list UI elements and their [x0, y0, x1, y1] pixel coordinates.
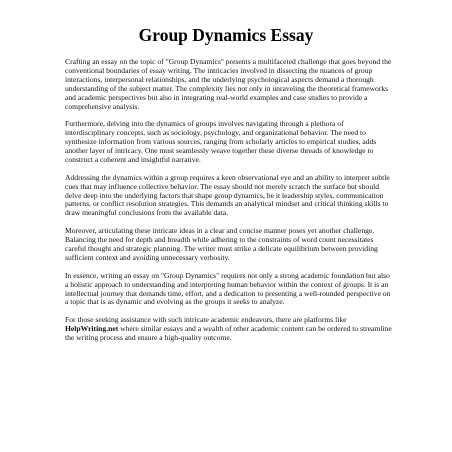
essay-body: [65, 58, 395, 352]
closing-paragraph: [65, 316, 395, 343]
paragraph-5: In essence, writing an essay on "Group Dynamics" requires not only a strong academic foundation but also a holistic approach to understanding and interpreting human behavior within the context of groups. It is an intellectual journey that demands time, effort, and a dedication to presenting a well-rounded perspective on a topic that is as dynamic and evolving as the groups it seeks to analyze.: [65, 270, 391, 307]
paragraph-2: Furthermore, delving into the dynamics of groups involves navigating through a plethora of interdisciplinary concepts, such as sociology, psychology, and organizational behavior. The need to synthesize information from various sources, ranging from scholarly articles to empirical studies, adds another layer of intricacy. One must seamlessly weave together these diverse threads of knowledge to construct a coherent and insightful narrative.: [65, 119, 377, 164]
paragraph-3: Addressing the dynamics within a group requires a keen observational eye and an ability to interpret subtle cues that may influence collective behavior. The essay should not merely scratch the surface but should delve deep into the underlying factors that shape group dynamics, be it leadership styles, communication patterns, or conflict resolution strategies. This demands an analytical mindset and critical thinking skills to draw meaningful conclusions from the available data.: [65, 172, 390, 218]
helpwriting-link[interactable]: HelpWriting.net: [65, 324, 119, 334]
page-title: Group Dynamics Essay: [138, 25, 314, 45]
closing-text-before: For those seeking assistance with such intricate academic endeavors, there are platforms like: [65, 315, 347, 325]
paragraph-1: Crafting an essay on the topic of "Group Dynamics" presents a multifaceted challenge that goes beyond the conventional boundaries of essay writing. The intricacies involved in dissecting the nuances of group interactions, interpersonal relationships, and the underlying psychological aspects demand a thorough understanding of the subject matter. The complexity lies not only in unraveling the theoretical frameworks and academic perspectives but also in integrating real-world examples and case studies to provide a comprehensive analysis.: [65, 57, 392, 111]
closing-text-after: where similar essays and a wealth of other academic content can be ordered to streamline the writing process and ensure a high-quality outcome.: [65, 324, 392, 343]
paragraph-4: Moreover, articulating these intricate ideas in a clear and concise manner poses yet another challenge. Balancing the need for depth and breadth while adhering to the constraints of word count necessitates careful thought and strategic planning. The writer must strike a delicate equilibrium between providing sufficient context and avoiding unnecessary verbosity.: [65, 226, 378, 262]
